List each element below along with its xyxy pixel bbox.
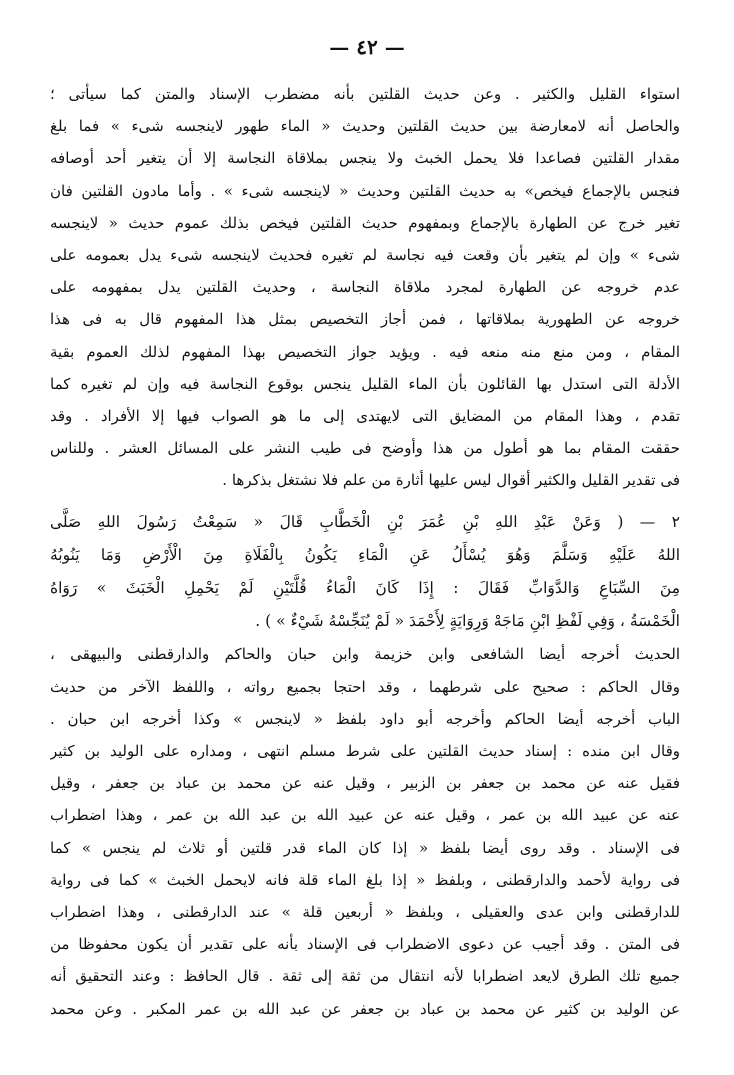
text-line: الباب أخرجه أيضا الحاكم وأخرجه أبو داود بلفظ « لاينجس » وكذا أخرجه ابن حبان .	[50, 709, 680, 728]
text-line: الأدلة التى استدل بها القائلون بأن الماء القليل ينجس بوقوع النجاسة فيه وإن لم تغيره كما	[50, 374, 680, 393]
text-line: فى الإسناد . وقد روى أيضا بلفظ « إذا كان الماء قدر قلتين أو ثلاث لم ينجس » كما	[50, 838, 680, 857]
text-line: والحاصل أنه لامعارضة بين حديث القلتين وحديث « الماء طهور لاينجسه شىء » فما بلغ	[50, 117, 680, 136]
text-line: فى المتن . وقد أجيب عن دعوى الاضطراب فى الإسناد بأنه على تقدير أن يكون محفوظا من	[50, 935, 680, 954]
text-line: عن الوليد بن كثير عن محمد بن عباد بن جعفر عن عبد الله بن عمر المكبر . وعن محمد	[50, 999, 680, 1018]
hadith-line: اللهُ عَلَيْهِ وَسَلَّمَ وَهُوَ يُسْأَلُ عَنِ الْمَاءِ يَكُونُ بِالْفَلَاةِ مِنَ الْأَرْضِ وَمَا يَنُوبُهُ	[50, 546, 680, 565]
text-line: جميع تلك الطرق لايعد اضطرابا لأنه انتقال من ثقة إلى ثقة . قال الحافظ : وعند التحقيق أنه	[50, 967, 680, 986]
text-line: عنه عن عبيد الله بن عمر ، وقيل عنه عن عبيد الله بن عبد الله بن عمر ، وهذا اضطراب	[50, 806, 680, 825]
text-line: فى تقدير القليل والكثير أقوال ليس عليها أثارة من علم فلا نشتغل بذكرها .	[222, 471, 680, 490]
body-text	[50, 78, 680, 1025]
text-line: وقال الحاكم : صحيح على شرطهما ، وقد احتجا بجميع رواته ، واللفظ الآخر من حديث	[50, 677, 680, 696]
text-line: تغير خرج عن الطهارة بالإجماع وبمفهوم حديث القلتين فيخص بذلك عموم حديث « لاينجسه	[50, 213, 680, 232]
text-line: حققت المقام بما هو أطول من هذا وأوضح فى طيب النشر على المسائل العشر . وللناس	[50, 439, 680, 458]
section-gap	[50, 496, 680, 506]
text-line: فى رواية لأحمد والدارقطنى ، وبلفظ « إذا بلغ الماء قلة فانه لايحمل الخبث » كما فى رواية	[50, 870, 680, 889]
text-line: تقدم ، وهذا المقام من المضايق التى لايهتدى إلى ما هو الصواب فيها إلا الأفراد . وقد	[50, 406, 680, 425]
hadith-line: ٢ — ( وَعَنْ عَبْدِ اللهِ بْنِ عُمَرَ بْنِ الْخَطَّابِ قَالَ « سَمِعْتُ رَسُولَ اللهِ صَلَّى	[50, 513, 680, 532]
page-number: — ٤٢ —	[329, 35, 405, 59]
text-line: عدم خروجه عن الطهارة لمجرد ملاقاة النجاسة ، وحديث القلتين يدل بمفهومه على	[50, 278, 680, 297]
text-line: المقام ، ومن منع منه منعه فيه . ويؤيد جواز التخصيص بهذا المفهوم لذلك العموم بقية	[50, 342, 680, 361]
text-line: فنجس بالإجماع فيخص» به حديث القلتين وحديث « لاينجسه شىء » . وأما مادون القلتين فان	[50, 181, 680, 200]
text-line: الحديث أخرجه أيضا الشافعى وابن خزيمة وابن حبان والحاكم والدارقطنى والبيهقى ،	[50, 645, 680, 664]
text-line: مقدار القلتين فصاعدا فلا يحمل الخبث ولا ينجس بملاقاة النجاسة إلا أن يتغير أحد أوصافه	[50, 149, 680, 168]
commentary-section-1	[50, 78, 680, 496]
text-line: وقال ابن منده : إسناد حديث القلتين على شرط مسلم انتهى ، ومداره على الوليد بن كثير	[50, 742, 680, 760]
hadith-line: مِنَ السِّبَاعِ وَالدَّوَابِّ فَقَالَ : إِذَا كَانَ الْمَاءُ قُلَّتَيْنِ لَمْ يَحْمِلِ الْخَبَثَ » رَوَاهُ	[50, 579, 680, 598]
text-line: استواء القليل والكثير . وعن حديث القلتين بأنه مضطرب الإسناد والمتن كما سيأتى ؛	[50, 85, 680, 103]
text-line: شىء » وإن لم يتغير بأن وقعت فيه نجاسة لم تغيره فحديث لاينجسه شىء يدل بعمومه على	[50, 245, 680, 264]
hadith-text	[50, 506, 680, 638]
commentary-section-2	[50, 638, 680, 1024]
text-line: للدارقطنى وابن عدى والعقيلى ، وبلفظ « أربعين قلة » عند الدارقطنى ، وهذا اضطراب	[50, 902, 680, 921]
text-line: خروجه عن الطهورية بملاقاتها ، فمن أجاز التخصيص بمثل هذا المفهوم قال به فى هذا	[50, 310, 680, 329]
text-line: فقيل عنه عن محمد بن جعفر بن الزبير ، وقيل عنه عن محمد بن عباد بن جعفر ، وقيل	[50, 774, 680, 793]
hadith-line: الْخَمْسَةُ ، وَفِي لَفْظِ ابْنِ مَاجَهْ وَرِوَايَةٍ لِأَحْمَدَ « لَمْ يُنَجِّسْهُ شَيْءٌ » ) .	[255, 612, 680, 631]
